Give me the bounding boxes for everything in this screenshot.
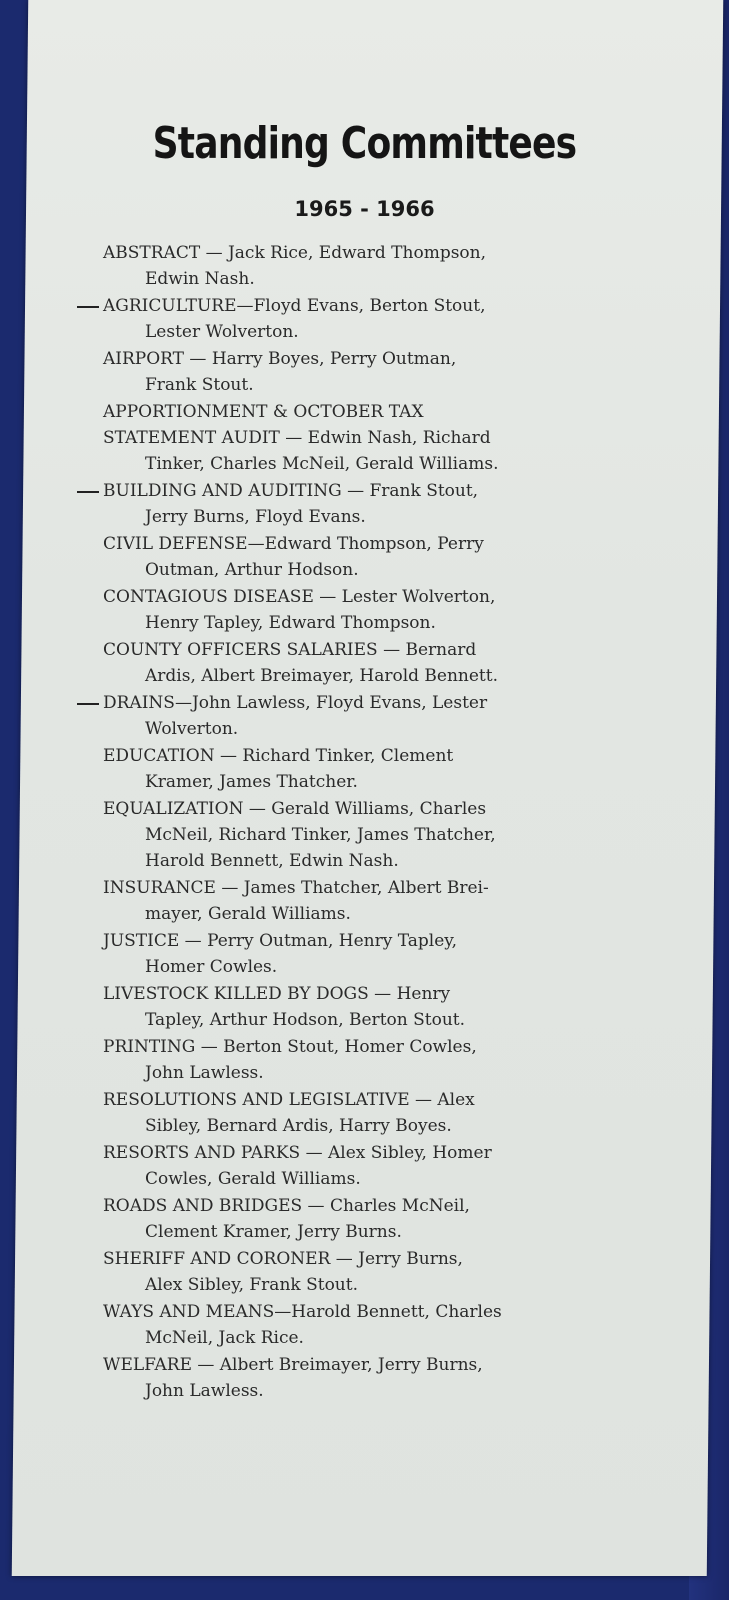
committee-entry: BUILDING AND AUDITING — Frank Stout, Jerry Burns, Floyd Evans. bbox=[103, 478, 628, 530]
committee-entry: CIVIL DEFENSE—Edward Thompson, Perry Outman, Arthur Hodson. bbox=[103, 534, 484, 580]
committee-entry: CONTAGIOUS DISEASE — Lester Wolverton, Henry Tapley, Edward Thompson. bbox=[103, 587, 496, 633]
pen-mark bbox=[77, 306, 99, 308]
committee-entry: AIRPORT — Harry Boyes, Perry Outman, Frank Stout. bbox=[103, 349, 457, 395]
committee-entry: JUSTICE — Perry Outman, Henry Tapley, Homer Cowles. bbox=[103, 931, 458, 977]
pen-mark bbox=[77, 491, 99, 493]
committee-entry: RESORTS AND PARKS — Alex Sibley, Homer Cowles, Gerald Williams. bbox=[103, 1143, 492, 1189]
committee-entry: EDUCATION — Richard Tinker, Clement Kramer, James Thatcher. bbox=[103, 746, 454, 792]
committee-entry: ABSTRACT — Jack Rice, Edward Thompson, Edwin Nash. bbox=[103, 243, 487, 289]
committee-entry: WAYS AND MEANS—Harold Bennett, Charles McNeil, Jack Rice. bbox=[103, 1302, 502, 1348]
committee-entry: APPORTIONMENT & OCTOBER TAX STATEMENT AUDIT — Edwin Nash, Richard Tinker, Charles McNeil, Gerald Williams. bbox=[103, 402, 499, 474]
committee-entry: ROADS AND BRIDGES — Charles McNeil, Clement Kramer, Jerry Burns. bbox=[103, 1196, 470, 1242]
committee-list bbox=[103, 240, 628, 1405]
committee-entry: WELFARE — Albert Breimayer, Jerry Burns, John Lawless. bbox=[103, 1355, 483, 1401]
document-title: Standing Committees bbox=[152, 118, 577, 169]
committee-entry: SHERIFF AND CORONER — Jerry Burns, Alex Sibley, Frank Stout. bbox=[103, 1249, 463, 1295]
committee-entry: RESOLUTIONS AND LEGISLATIVE — Alex Sibley, Bernard Ardis, Harry Boyes. bbox=[103, 1090, 475, 1136]
committee-entry: COUNTY OFFICERS SALARIES — Bernard Ardis, Albert Breimayer, Harold Bennett. bbox=[103, 640, 498, 686]
pen-mark bbox=[77, 703, 99, 705]
committee-entry: EQUALIZATION — Gerald Williams, Charles McNeil, Richard Tinker, James Thatcher, Harold Bennett, Edwin Nash. bbox=[103, 799, 496, 871]
committee-entry: DRAINS—John Lawless, Floyd Evans, Lester Wolverton. bbox=[103, 690, 628, 742]
committee-entry: PRINTING — Berton Stout, Homer Cowles, John Lawless. bbox=[103, 1037, 477, 1083]
document-years: 1965 - 1966 bbox=[294, 197, 435, 221]
committee-entry: LIVESTOCK KILLED BY DOGS — Henry Tapley, Arthur Hodson, Berton Stout. bbox=[103, 984, 466, 1030]
committee-entry: INSURANCE — James Thatcher, Albert Brei- mayer, Gerald Williams. bbox=[103, 878, 489, 924]
committee-entry: AGRICULTURE—Floyd Evans, Berton Stout, Lester Wolverton. bbox=[103, 293, 628, 345]
